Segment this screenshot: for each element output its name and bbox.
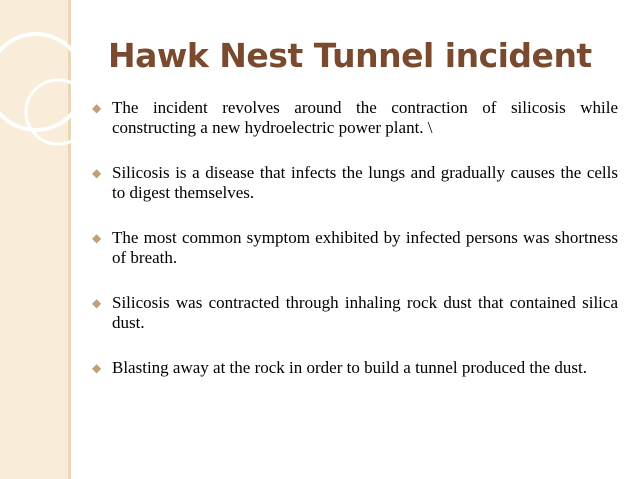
bullet-item — [92, 163, 618, 203]
bullet-text: Blasting away at the rock in order to build a tunnel produced the dust. — [112, 358, 587, 377]
bullet-item — [92, 293, 618, 333]
bullet-item — [92, 98, 618, 138]
bullet-item — [92, 358, 618, 378]
bullet-text: The incident revolves around the contraction of silicosis while constructing a new hydroelectric power plant. \ — [112, 98, 618, 137]
bullet-text: Silicosis was contracted through inhaling rock dust that contained silica dust. — [112, 293, 618, 332]
slide-title: Hawk Nest Tunnel incident — [108, 36, 592, 75]
bullet-item — [92, 228, 618, 268]
bullet-text: Silicosis is a disease that infects the lungs and gradually causes the cells to digest themselves. — [112, 163, 618, 202]
bullet-list — [92, 98, 618, 403]
decorative-circle-small — [26, 80, 90, 144]
bullet-icon: ◆ — [92, 361, 102, 375]
bullet-icon: ◆ — [92, 101, 102, 115]
bullet-text: The most common symptom exhibited by infected persons was shortness of breath. — [112, 228, 618, 267]
bullet-icon: ◆ — [92, 296, 102, 310]
bullet-icon: ◆ — [92, 166, 102, 180]
bullet-icon: ◆ — [92, 231, 102, 245]
